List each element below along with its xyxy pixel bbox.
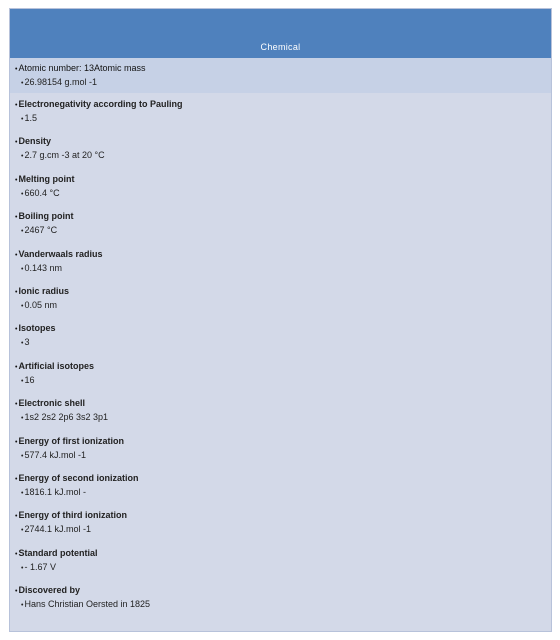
entry-label-text: Atomic number: 13Atomic mass <box>18 63 146 73</box>
table-title: Chemical <box>260 42 301 52</box>
entry-label: •Isotopes <box>15 323 56 334</box>
entry-label-text: Energy of second ionization <box>18 472 139 483</box>
entry-label-text: Melting point <box>18 173 75 184</box>
entry-label: •Discovered by <box>15 585 80 596</box>
entry-label: •Energy of first ionization <box>15 435 124 446</box>
entry-label-text: Electronic shell <box>18 398 85 409</box>
entry-value: •Hans Christian Oersted in 1825 <box>21 599 151 610</box>
entry-label: •Energy of third ionization <box>15 510 127 521</box>
entry-label: •Density <box>15 136 51 147</box>
entry-value-text: 26.98154 g.mol -1 <box>24 77 98 87</box>
entry-label: •Melting point <box>15 173 75 184</box>
entry-value-text: 0.05 nm <box>24 299 57 310</box>
entry-label-text: Artificial isotopes <box>18 360 94 371</box>
entry-value: •26.98154 g.mol -1 <box>21 77 98 87</box>
entry-value-text: 16 <box>24 374 35 385</box>
entry-vanderwaals-radius <box>10 243 551 280</box>
entry-value: •577.4 kJ.mol -1 <box>21 449 86 460</box>
entry-value-text: 1816.1 kJ.mol - <box>24 486 86 497</box>
entry-value: •2.7 g.cm -3 at 20 °C <box>21 150 105 161</box>
entry-label-text: Density <box>18 136 51 147</box>
entry-value-text: 2467 °C <box>24 225 58 236</box>
entry-value-text: 577.4 kJ.mol -1 <box>24 449 86 460</box>
entry-electronegativity <box>10 93 551 130</box>
entry-value-text: 1s2 2s2 2p6 3s2 3p1 <box>24 412 109 423</box>
entry-isotopes <box>10 317 551 354</box>
entry-value: •16 <box>21 374 35 385</box>
entry-label: •Standard potential <box>15 547 98 558</box>
entry-first-ionization <box>10 430 551 467</box>
entry-value: •0.05 nm <box>21 299 57 310</box>
entry-label-text: Energy of third ionization <box>18 510 127 521</box>
entry-label-text: Boiling point <box>18 211 74 222</box>
entry-label: •Electronegativity according to Pauling <box>15 99 183 109</box>
entry-electronic-shell <box>10 392 551 429</box>
entry-value-text: Hans Christian Oersted in 1825 <box>24 599 151 610</box>
entry-value-text: 0.143 nm <box>24 262 62 273</box>
entry-value: •660.4 °C <box>21 187 60 198</box>
entry-value-text: 1.5 <box>24 113 37 123</box>
entry-third-ionization <box>10 504 551 541</box>
entry-label-text: Isotopes <box>18 323 56 334</box>
entry-standard-potential <box>10 542 551 579</box>
entry-label: •Atomic number: 13Atomic mass <box>15 63 146 73</box>
entry-label-text: Discovered by <box>18 585 80 596</box>
entry-label: •Vanderwaals radius <box>15 248 103 259</box>
entry-boiling-point <box>10 205 551 242</box>
entry-label-text: Vanderwaals radius <box>18 248 103 259</box>
entry-melting-point <box>10 168 551 205</box>
entry-label: •Energy of second ionization <box>15 472 139 483</box>
entry-ionic-radius <box>10 280 551 317</box>
entry-discovered-by <box>10 579 551 616</box>
entry-second-ionization <box>10 467 551 504</box>
chemical-table <box>9 8 552 632</box>
entry-value-text: 660.4 °C <box>24 187 60 198</box>
entry-value-text: - 1.67 V <box>24 561 56 572</box>
entry-value: •1.5 <box>21 113 37 123</box>
entry-label-text: Ionic radius <box>18 285 69 296</box>
entry-artificial-isotopes <box>10 355 551 392</box>
entry-value-text: 3 <box>24 337 30 348</box>
entry-label: •Ionic radius <box>15 285 69 296</box>
entry-value: •1816.1 kJ.mol - <box>21 486 86 497</box>
entry-label-text: Electronegativity according to Pauling <box>18 99 183 109</box>
entry-value-text: 2.7 g.cm -3 at 20 °C <box>24 150 105 161</box>
entry-density <box>10 130 551 167</box>
entry-value: •2744.1 kJ.mol -1 <box>21 524 91 535</box>
entry-label-text: Energy of first ionization <box>18 435 124 446</box>
entry-label: •Boiling point <box>15 211 74 222</box>
table-body <box>10 58 551 616</box>
table-header <box>10 9 551 58</box>
entry-value-text: 2744.1 kJ.mol -1 <box>24 524 91 535</box>
entry-value: •- 1.67 V <box>21 561 56 572</box>
entry-value: •3 <box>21 337 30 348</box>
entry-label-text: Standard potential <box>18 547 98 558</box>
entry-atomic-number <box>10 58 551 93</box>
entry-value: •1s2 2s2 2p6 3s2 3p1 <box>21 412 109 423</box>
entry-value: •0.143 nm <box>21 262 62 273</box>
entry-value: •2467 °C <box>21 225 58 236</box>
entry-label: •Artificial isotopes <box>15 360 94 371</box>
entry-label: •Electronic shell <box>15 398 85 409</box>
